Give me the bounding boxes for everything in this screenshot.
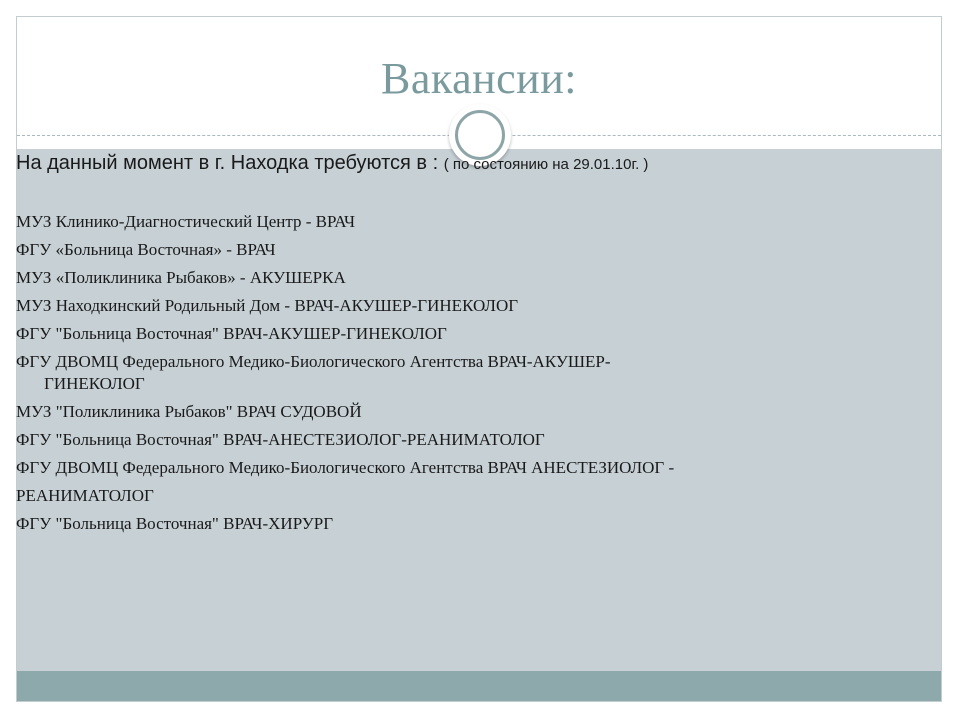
intro-text: На данный момент в г. Находка требуются в :	[16, 152, 444, 174]
list-item: МУЗ "Поликлиника Рыбаков" ВРАЧ СУДОВОЙ	[16, 402, 362, 421]
list-item: РЕАНИМАТОЛОГ	[16, 486, 154, 505]
slide-title: Вакансии:	[380, 54, 577, 103]
list-item: ФГУ ДВОМЦ Федерального Медико-Биологического Агентства ВРАЧ АНЕСТЕЗИОЛОГ -	[16, 458, 675, 477]
list-item: МУЗ Клинико-Диагностический Центр - ВРАЧ	[16, 212, 356, 231]
list-item-continuation: ГИНЕКОЛОГ	[44, 374, 145, 393]
list-item: МУЗ Находкинский Родильный Дом - ВРАЧ-АКУШЕР-ГИНЕКОЛОГ	[16, 296, 519, 315]
list-item: ФГУ "Больница Восточная" ВРАЧ-АКУШЕР-ГИНЕКОЛОГ	[16, 324, 447, 343]
list-item: ФГУ «Больница Восточная» - ВРАЧ	[16, 240, 276, 259]
list-item: ФГУ "Больница Восточная" ВРАЧ-АНЕСТЕЗИОЛОГ-РЕАНИМАТОЛОГ	[16, 430, 545, 449]
list-item-line: ФГУ ДВОМЦ Федерального Медико-Биологического Агентства ВРАЧ-АКУШЕР-	[16, 352, 611, 371]
list-item	[16, 348, 876, 398]
vacancy-list	[16, 208, 876, 538]
bottom-band	[17, 671, 941, 702]
intro-note: ( по состоянию на 29.01.10г. )	[443, 156, 649, 173]
list-item: МУЗ «Поликлиника Рыбаков» - АКУШЕРКА	[16, 268, 346, 287]
list-item: ФГУ "Больница Восточная" ВРАЧ-ХИРУРГ	[16, 514, 334, 533]
intro-line	[16, 152, 906, 175]
